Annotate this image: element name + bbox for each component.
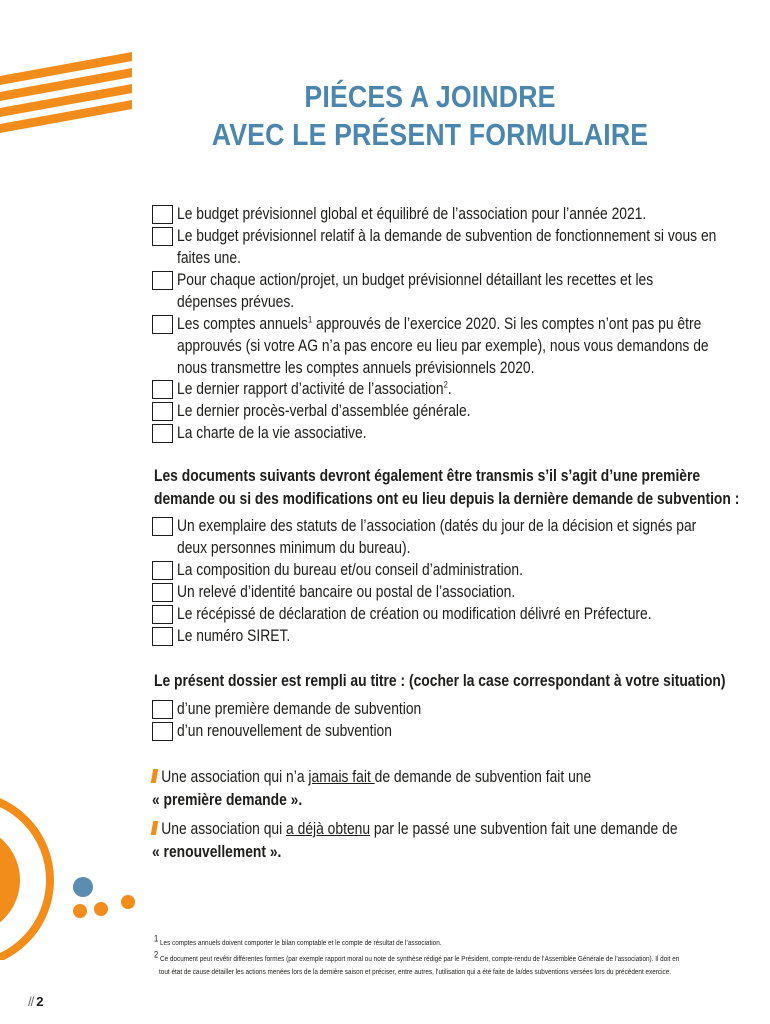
- checkbox[interactable]: [152, 424, 173, 443]
- text-emphasis: modifications: [282, 490, 373, 508]
- text-emphasis: « renouvellement ».: [152, 843, 282, 861]
- item-text: Le numéro SIRET.: [177, 627, 291, 645]
- arrow-bullet-icon: [151, 769, 159, 783]
- text-emphasis: demande: [154, 490, 215, 508]
- decorative-circles: [0, 780, 150, 960]
- checkbox[interactable]: [152, 205, 173, 224]
- text: Une association qui n’a: [161, 768, 309, 786]
- page-marker: //: [28, 994, 34, 1009]
- checkbox[interactable]: [152, 583, 173, 602]
- item-text: deux personnes minimum du bureau).: [177, 539, 411, 557]
- text-emphasis: « première demande ».: [152, 791, 303, 809]
- item-text: approuvés de l’exercice 2020. Si les comptes n’ont pas pu être: [312, 315, 702, 333]
- checkbox[interactable]: [152, 402, 173, 421]
- text-underlined: jamais fait: [308, 768, 375, 786]
- text: ou si des: [214, 490, 283, 508]
- text: ont eu lieu depuis la dernière demande de subvention :: [372, 490, 740, 508]
- item-text: approuvés (si votre AG n’a pas encore eu lieu par exemple), nous vous demandons de: [177, 337, 709, 355]
- checkbox[interactable]: [152, 517, 173, 536]
- checkbox[interactable]: [152, 700, 173, 719]
- arrow-bullet-icon: [151, 821, 159, 835]
- page-number: [28, 994, 43, 1009]
- footnote-ref: 1: [307, 314, 313, 325]
- item-text: .: [447, 380, 452, 398]
- text-emphasis: première: [641, 467, 701, 485]
- section-dossier-type: [154, 670, 742, 693]
- note-premiere-demande: [152, 766, 740, 812]
- item-text: Le dernier procès-verbal d’assemblée générale.: [177, 402, 471, 420]
- checkbox[interactable]: [152, 722, 173, 741]
- checkbox[interactable]: [152, 227, 173, 246]
- item-text: Pour chaque action/projet, un budget prévisionnel détaillant les recettes et les: [177, 271, 654, 289]
- decorative-stripes: [0, 0, 140, 135]
- text: de demande de subvention fait une: [374, 768, 592, 786]
- item-text: Le budget prévisionnel relatif à la demande de subvention de fonctionnement si vous en: [177, 227, 717, 245]
- item-text: Les comptes annuels: [177, 315, 308, 333]
- text-underlined: a déjà obtenu: [286, 820, 371, 838]
- item-text: Le récépissé de déclaration de création ou modification délivré en Préfecture.: [177, 605, 652, 623]
- item-text: faites une.: [177, 249, 241, 267]
- text: Les documents suivants devront également être transmis s’il s’agit d’une: [154, 467, 642, 485]
- footnote-2-cont: tout état de cause détailler les actions menées lors de la dernière saison et préciser, entre autres, l’utilisation qui a été faite de la/des subventions versées lors du précédent exercice.: [159, 967, 672, 976]
- checkbox[interactable]: [152, 605, 173, 624]
- item-text: Le dernier rapport d’activité de l’association: [177, 380, 444, 398]
- choice-label: d’un renouvellement de subvention: [177, 722, 392, 740]
- checkbox[interactable]: [152, 627, 173, 646]
- item-text: La composition du bureau et/ou conseil d’administration.: [177, 561, 523, 579]
- item-text: La charte de la vie associative.: [177, 424, 367, 442]
- item-text: dépenses prévues.: [177, 293, 295, 311]
- item-text: Un relevé d’identité bancaire ou postal de l’association.: [177, 583, 516, 601]
- text: par le passé une subvention fait une demande de: [370, 820, 678, 838]
- item-text: nous transmettre les comptes annuels prévisionnels 2020.: [177, 359, 535, 377]
- section-intro-documents: [154, 465, 742, 511]
- checkbox[interactable]: [152, 315, 173, 334]
- checkbox[interactable]: [152, 271, 173, 290]
- footnote-1: $^1$ Les comptes annuels doivent comporter le bilan comptable et le compte de résultat de l’association.: [154, 933, 442, 947]
- text: Le présent dossier est rempli au titre : (cocher la case correspondant à votre situation): [154, 672, 726, 690]
- page-title: [189, 78, 671, 154]
- item-text: Le budget prévisionnel global et équilibré de l’association pour l’année 2021.: [177, 205, 647, 223]
- footnotes: [154, 933, 725, 978]
- note-renouvellement: [152, 818, 740, 864]
- item-text: Un exemplaire des statuts de l’association (datés du jour de la décision et signés par: [177, 517, 697, 535]
- choice-label: d’une première demande de subvention: [177, 700, 422, 718]
- checkbox[interactable]: [152, 561, 173, 580]
- footnote-ref: 2: [443, 379, 448, 390]
- page-number-value: 2: [36, 994, 44, 1009]
- title-line-1: PIÉCES A JOINDRE: [304, 79, 556, 114]
- footnote-2: $^2$ Ce document peut revêtir différentes formes (par exemple rapport moral ou note de synthèse rédigé par le Président, compte-rendu de l’Assemblée Générale de l’association). Il doit en: [154, 949, 680, 963]
- checkbox[interactable]: [152, 380, 173, 399]
- title-line-2: AVEC LE PRÉSENT FORMULAIRE: [211, 117, 649, 152]
- text: Une association qui: [161, 820, 287, 838]
